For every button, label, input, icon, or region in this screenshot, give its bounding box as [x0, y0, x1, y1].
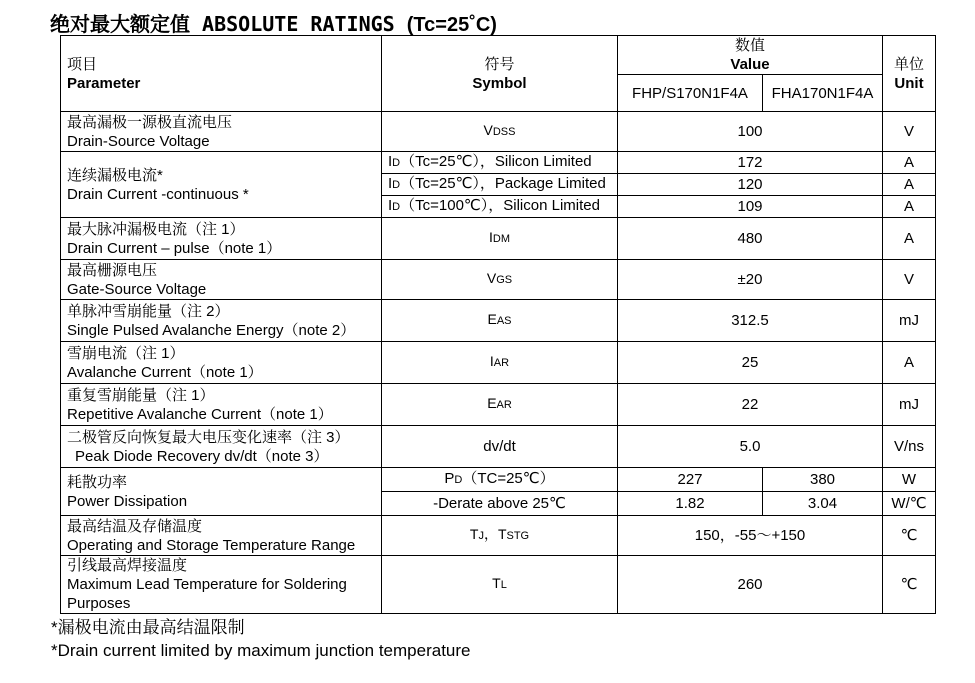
footnote-cn: *漏极电流由最高结温限制 [51, 618, 245, 637]
footnote-en: *Drain current limited by maximum junction temperature [51, 641, 471, 660]
symbol-cell: ID（Tc=25℃），Silicon Limited [382, 152, 618, 174]
param-cell: 最大脉冲漏极电流（注 1） Drain Current – pulse（note 1） [61, 218, 382, 260]
value-cell: 109 [618, 196, 883, 218]
symbol-cell: ID（Tc=100℃），Silicon Limited [382, 196, 618, 218]
table-row [61, 300, 936, 342]
unit-cell: W [883, 468, 936, 492]
value-cell: 260 [618, 556, 883, 614]
table-row [61, 384, 936, 426]
header-unit: 单位 Unit [883, 36, 936, 112]
value-cell: 172 [618, 152, 883, 174]
value-cell: 25 [618, 342, 883, 384]
symbol-cell: TJ，TSTG [382, 516, 618, 556]
table-row [61, 112, 936, 152]
value-cell: 1.82 [618, 492, 763, 516]
header-symbol: 符号 Symbol [382, 36, 618, 112]
table-row [61, 556, 936, 614]
symbol-cell: -Derate above 25℃ [382, 492, 618, 516]
unit-cell: A [883, 218, 936, 260]
unit-cell: ℃ [883, 516, 936, 556]
unit-cell: A [883, 152, 936, 174]
table-row [61, 468, 936, 492]
ratings-table [60, 35, 936, 614]
table-row [61, 516, 936, 556]
unit-cell: mJ [883, 300, 936, 342]
value-cell: 150，-55～+150 [618, 516, 883, 556]
header-part-1: FHP/S170N1F4A [618, 75, 763, 112]
unit-cell: mJ [883, 384, 936, 426]
param-cell: 最高漏极一源极直流电压 Drain-Source Voltage [61, 112, 382, 152]
value-cell: 100 [618, 112, 883, 152]
param-cell: 雪崩电流（注 1） Avalanche Current（note 1） [61, 342, 382, 384]
header-value: 数值 Value [618, 36, 883, 75]
unit-cell: ℃ [883, 556, 936, 614]
value-cell: 312.5 [618, 300, 883, 342]
unit-cell: A [883, 196, 936, 218]
unit-cell: A [883, 342, 936, 384]
param-cell: 连续漏极电流* Drain Current -continuous * [61, 152, 382, 218]
symbol-cell: VDSS [382, 112, 618, 152]
unit-cell: W/℃ [883, 492, 936, 516]
value-cell: ±20 [618, 260, 883, 300]
value-cell: 22 [618, 384, 883, 426]
symbol-cell: EAS [382, 300, 618, 342]
symbol-cell: VGS [382, 260, 618, 300]
param-cell: 单脉冲雪崩能量（注 2） Single Pulsed Avalanche Energy（note 2） [61, 300, 382, 342]
value-cell: 480 [618, 218, 883, 260]
table-header-row [61, 36, 936, 75]
param-cell: 最高栅源电压 Gate-Source Voltage [61, 260, 382, 300]
unit-cell: V [883, 260, 936, 300]
symbol-cell: TL [382, 556, 618, 614]
table-row [61, 342, 936, 384]
header-parameter: 项目 Parameter [61, 36, 382, 112]
table-row [61, 218, 936, 260]
param-cell: 重复雪崩能量（注 1） Repetitive Avalanche Current（note 1） [61, 384, 382, 426]
table-row [61, 426, 936, 468]
page-title [50, 8, 497, 37]
symbol-cell: IDM [382, 218, 618, 260]
value-cell: 120 [618, 174, 883, 196]
title-main: 绝对最大额定值 ABSOLUTE RATINGS [50, 12, 395, 36]
symbol-cell: PD（TC=25℃） [382, 468, 618, 492]
value-cell: 3.04 [763, 492, 883, 516]
param-cell: 引线最高焊接温度 Maximum Lead Temperature for Soldering Purposes [61, 556, 382, 614]
param-cell: 耗散功率 Power Dissipation [61, 468, 382, 516]
value-cell: 227 [618, 468, 763, 492]
param-cell: 最高结温及存储温度 Operating and Storage Temperature Range [61, 516, 382, 556]
value-cell: 5.0 [618, 426, 883, 468]
symbol-cell: IAR [382, 342, 618, 384]
header-part-2: FHA170N1F4A [763, 75, 883, 112]
unit-cell: V [883, 112, 936, 152]
title-condition: (Tc=25˚C) [406, 14, 497, 36]
symbol-cell: EAR [382, 384, 618, 426]
unit-cell: A [883, 174, 936, 196]
unit-cell: V/ns [883, 426, 936, 468]
table-row [61, 152, 936, 174]
value-cell: 380 [763, 468, 883, 492]
symbol-cell: dv/dt [382, 426, 618, 468]
symbol-cell: ID（Tc=25℃），Package Limited [382, 174, 618, 196]
param-cell: 二极管反向恢复最大电压变化速率（注 3） Peak Diode Recovery dv/dt（note 3） [61, 426, 382, 468]
table-row [61, 260, 936, 300]
